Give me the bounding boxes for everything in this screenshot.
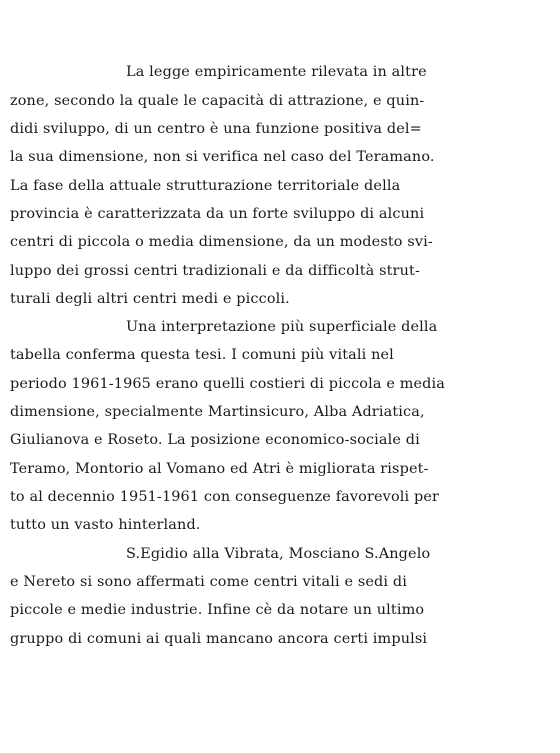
text-line-10: Una interpretazione più superficiale della: [126, 319, 438, 335]
text-line-7: centri di piccola o media dimensione, da un modesto svi-: [10, 234, 433, 250]
text-line-21: gruppo di comuni ai quali mancano ancora certi impulsi: [10, 631, 428, 647]
text-line-3: didi sviluppo, di un centro è una funzione positiva del=: [10, 121, 422, 137]
text-line-6: provincia è caratterizzata da un forte sviluppo di alcuni: [10, 206, 425, 222]
text-line-8: luppo dei grossi centri tradizionali e da difficoltà strut-: [10, 263, 420, 279]
text-line-12: periodo 1961-1965 erano quelli costieri di piccola e media: [10, 376, 446, 392]
text-line-2: zone, secondo la quale le capacità di attrazione, e quin-: [10, 93, 425, 109]
text-line-4: la sua dimensione, non si verifica nel caso del Teramano.: [10, 149, 435, 165]
text-line-5: La fase della attuale strutturazione territoriale della: [10, 178, 401, 194]
text-line-16: to al decennio 1951-1961 con conseguenze favorevoli per: [10, 489, 440, 505]
text-line-13: dimensione, specialmente Martinsicuro, Alba Adriatica,: [10, 404, 425, 420]
text-line-11: tabella conferma questa tesi. I comuni più vitali nel: [10, 347, 394, 363]
text-line-15: Teramo, Montorio al Vomano ed Atri è migliorata rispet-: [10, 461, 429, 477]
text-line-20: piccole e medie industrie. Infine cè da notare un ultimo: [10, 602, 425, 618]
text-line-14: Giulianova e Roseto. La posizione economico-sociale di: [10, 432, 420, 448]
text-line-19: e Nereto si sono affermati come centri vitali e sedi di: [10, 574, 408, 590]
text-line-18: S.Egidio alla Vibrata, Mosciano S.Angelo: [126, 546, 431, 562]
text-line-17: tutto un vasto hinterland.: [10, 517, 201, 533]
text-line-1: La legge empiricamente rilevata in altre: [126, 64, 427, 80]
text-line-9: turali degli altri centri medi e piccoli.: [10, 291, 290, 307]
